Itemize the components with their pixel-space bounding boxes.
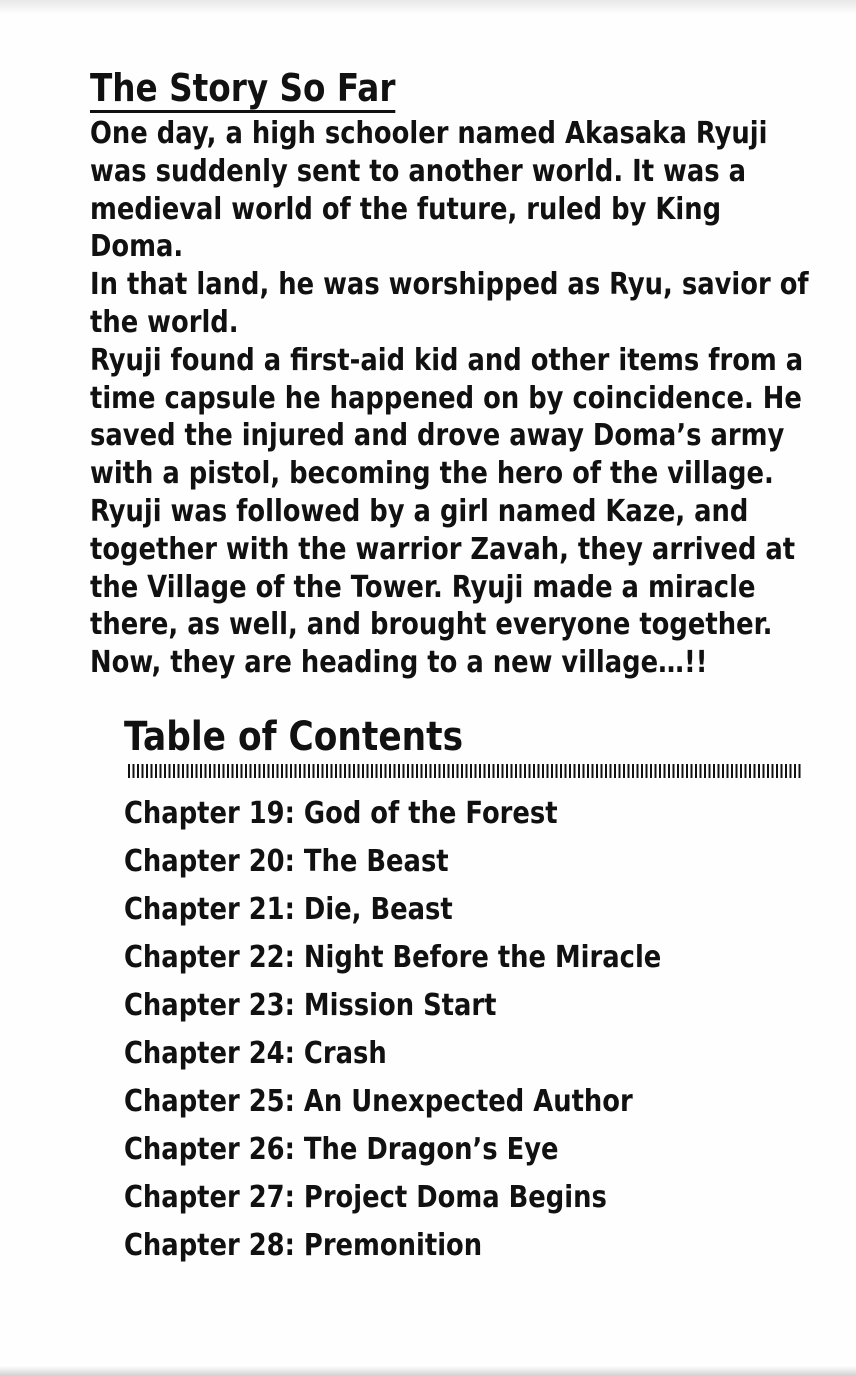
story-line: One day, a high schooler named Akasaka Ryuji [90, 116, 768, 151]
story-line: was suddenly sent to another world. It was a [90, 153, 747, 189]
toc-item: Chapter 28: Premonition [124, 1228, 483, 1263]
toc-item: Chapter 26: The Dragon’s Eye [124, 1132, 559, 1167]
toc-item: Chapter 23: Mission Start [124, 988, 497, 1023]
story-line: the world. [90, 304, 239, 340]
story-line: time capsule he happened on by coincidence. He [90, 380, 802, 416]
story-body [90, 115, 830, 682]
toc-item: Chapter 25: An Unexpected Author [124, 1084, 633, 1119]
story-so-far-section [90, 66, 830, 682]
toc-item: Chapter 22: Night Before the Miracle [124, 940, 662, 975]
story-line: Ryuji was followed by a girl named Kaze, and [90, 493, 749, 529]
story-line: with a pistol, becoming the hero of the village. [90, 456, 774, 492]
story-line: Now, they are heading to a new village…!! [90, 645, 708, 681]
story-line: together with the warrior Zavah, they arrived at [90, 531, 796, 567]
story-line: saved the injured and drove away Doma’s army [90, 418, 785, 454]
toc-item: Chapter 21: Die, Beast [124, 892, 453, 927]
story-line: In that land, he was worshipped as Ryu, savior of [90, 267, 809, 303]
scan-edge-bottom [0, 1366, 856, 1376]
toc-item: Chapter 20: The Beast [124, 844, 449, 879]
toc-item: Chapter 24: Crash [124, 1036, 387, 1071]
story-line: Ryuji found a first-aid kid and other items from a [90, 342, 804, 378]
story-line: Doma. [90, 229, 184, 265]
story-line: the Village of the Tower. Ryuji made a miracle [90, 569, 756, 605]
toc-title: Table of Contents [124, 714, 464, 760]
story-line: there, as well, and brought everyone together. [90, 607, 773, 643]
scan-edge-top [0, 0, 856, 14]
story-line: medieval world of the future, ruled by King [90, 191, 722, 227]
toc-item: Chapter 27: Project Doma Begins [124, 1180, 607, 1215]
story-title: The Story So Far [90, 66, 395, 113]
toc-divider [128, 764, 802, 778]
toc-list [124, 790, 749, 1270]
toc-item: Chapter 19: God of the Forest [124, 796, 558, 831]
table-of-contents-section [124, 712, 824, 1263]
